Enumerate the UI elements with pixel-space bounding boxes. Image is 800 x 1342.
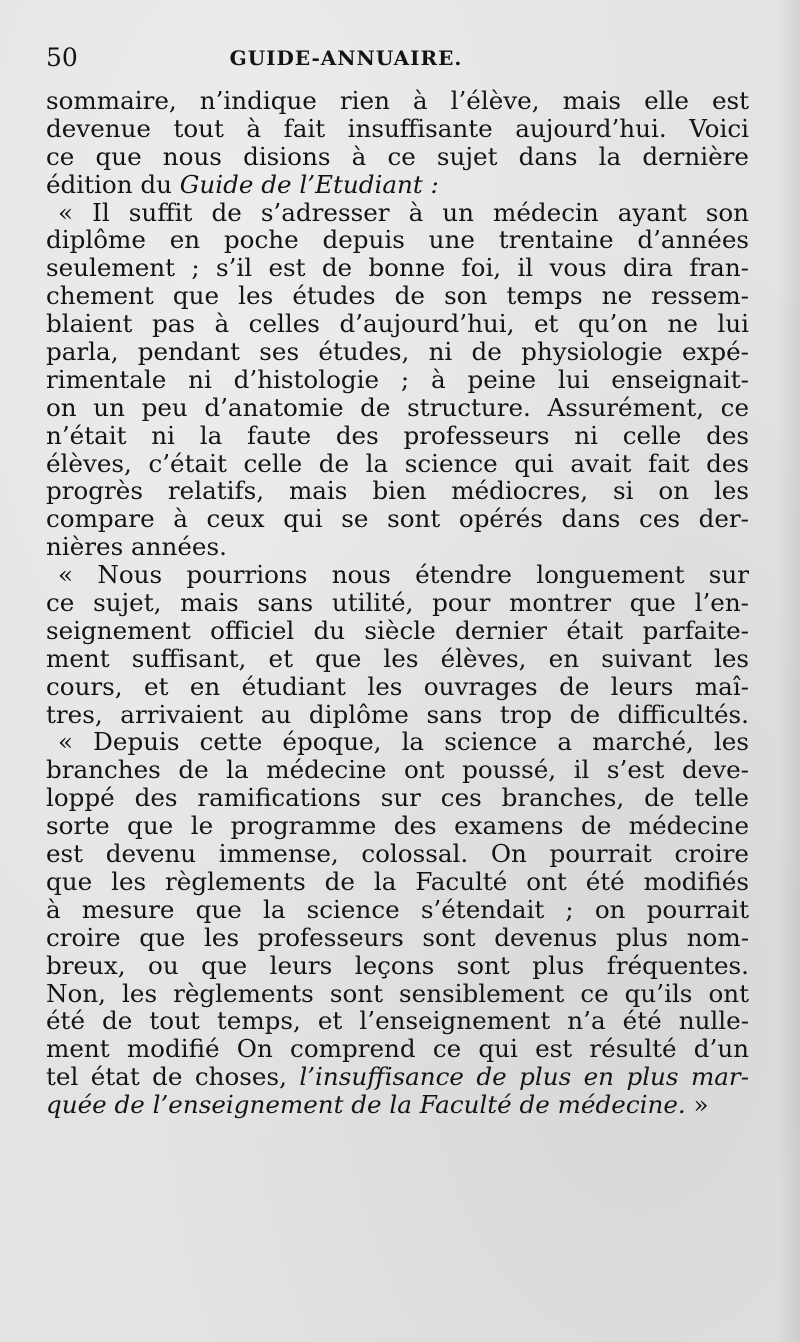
text-line: est devenu immense, colossal. On pourrait croire bbox=[46, 839, 749, 869]
text-line: progrès relatifs, mais bien médiocres, si on les bbox=[46, 476, 749, 506]
text-line: « Depuis cette époque, la science a marché, les bbox=[58, 727, 749, 757]
text-line: sommaire, n’indique rien à l’élève, mais elle est bbox=[46, 86, 749, 115]
text-line: parla, pendant ses études, ni de physiologie expé- bbox=[46, 337, 749, 367]
running-header bbox=[46, 40, 746, 76]
text-line: ce que nous disions à ce sujet dans la dernière bbox=[46, 141, 749, 171]
text-line: breux, ou que leurs leçons sont plus fréquentes. bbox=[46, 950, 749, 980]
text-line: édition du Guide de l’Etudiant : bbox=[46, 169, 439, 199]
text-line: élèves, c’était celle de la science qui avait fait des bbox=[46, 448, 749, 478]
page-number: 50 bbox=[46, 43, 78, 72]
text-line: blaient pas à celles d’aujourd’hui, et qu’on ne lui bbox=[46, 309, 749, 339]
text-line: sorte que le programme des examens de médecine bbox=[46, 811, 749, 841]
body-text bbox=[46, 87, 749, 1119]
text-line: n’était ni la faute des professeurs ni celle des bbox=[46, 420, 749, 450]
text-line: ment suffisant, et que les élèves, en suivant les bbox=[46, 643, 749, 673]
text-line: Non, les règlements sont sensiblement ce qu’ils ont bbox=[46, 978, 749, 1008]
text-line: cours, et en étudiant les ouvrages de leurs maî- bbox=[46, 671, 749, 701]
text-line: à mesure que la science s’étendait ; on pourrait bbox=[46, 894, 749, 924]
text-line: diplôme en poche depuis une trentaine d’années bbox=[46, 225, 749, 255]
text-line: nières années. bbox=[46, 532, 227, 562]
text-line: loppé des ramifications sur ces branches, de telle bbox=[46, 783, 749, 813]
text-line: « Nous pourrions nous étendre longuement sur bbox=[58, 560, 749, 590]
text-line: branches de la médecine ont poussé, il s’est deve- bbox=[46, 755, 749, 785]
text-line: ment modifié On comprend ce qui est résulté d’un bbox=[46, 1034, 749, 1064]
italic-phrase: quée de l’enseignement de la Faculté de médecine. bbox=[46, 1090, 686, 1120]
text-line: que les règlements de la Faculté ont été modifiés bbox=[46, 866, 749, 896]
page-edge-shadow bbox=[778, 0, 800, 1342]
text-line: tel état de choses, l’insuffisance de plus en plus mar- bbox=[46, 1062, 750, 1092]
running-title: GUIDE-ANNUAIRE. bbox=[229, 46, 463, 70]
text-line: croire que les professeurs sont devenus plus nom- bbox=[46, 922, 749, 952]
text-line: été de tout temps, et l’enseignement n’a été nulle- bbox=[46, 1006, 749, 1036]
text-line: chement que les études de son temps ne ressem- bbox=[46, 281, 749, 311]
text-line: rimentale ni d’histologie ; à peine lui enseignait- bbox=[46, 364, 749, 394]
italic-title: Guide de l’Etudiant : bbox=[179, 169, 439, 199]
text-line: seulement ; s’il est de bonne foi, il vous dira fran- bbox=[46, 253, 749, 283]
text-line: ce sujet, mais sans utilité, pour montrer que l’en- bbox=[46, 588, 749, 618]
text-line: compare à ceux qui se sont opérés dans ces der- bbox=[46, 504, 749, 534]
text-line: seignement officiel du siècle dernier était parfaite- bbox=[46, 615, 749, 645]
text-line: « Il suffit de s’adresser à un médecin ayant son bbox=[58, 197, 749, 227]
text-line: quée de l’enseignement de la Faculté de médecine. » bbox=[46, 1090, 709, 1120]
italic-phrase: l’insuffisance de plus en plus mar- bbox=[299, 1062, 750, 1092]
text-line: on un peu d’anatomie de structure. Assurément, ce bbox=[46, 392, 749, 422]
text-line: devenue tout à fait insuffisante aujourd’hui. Voici bbox=[46, 113, 749, 143]
text-line: tres, arrivaient au diplôme sans trop de difficultés. bbox=[46, 699, 749, 729]
